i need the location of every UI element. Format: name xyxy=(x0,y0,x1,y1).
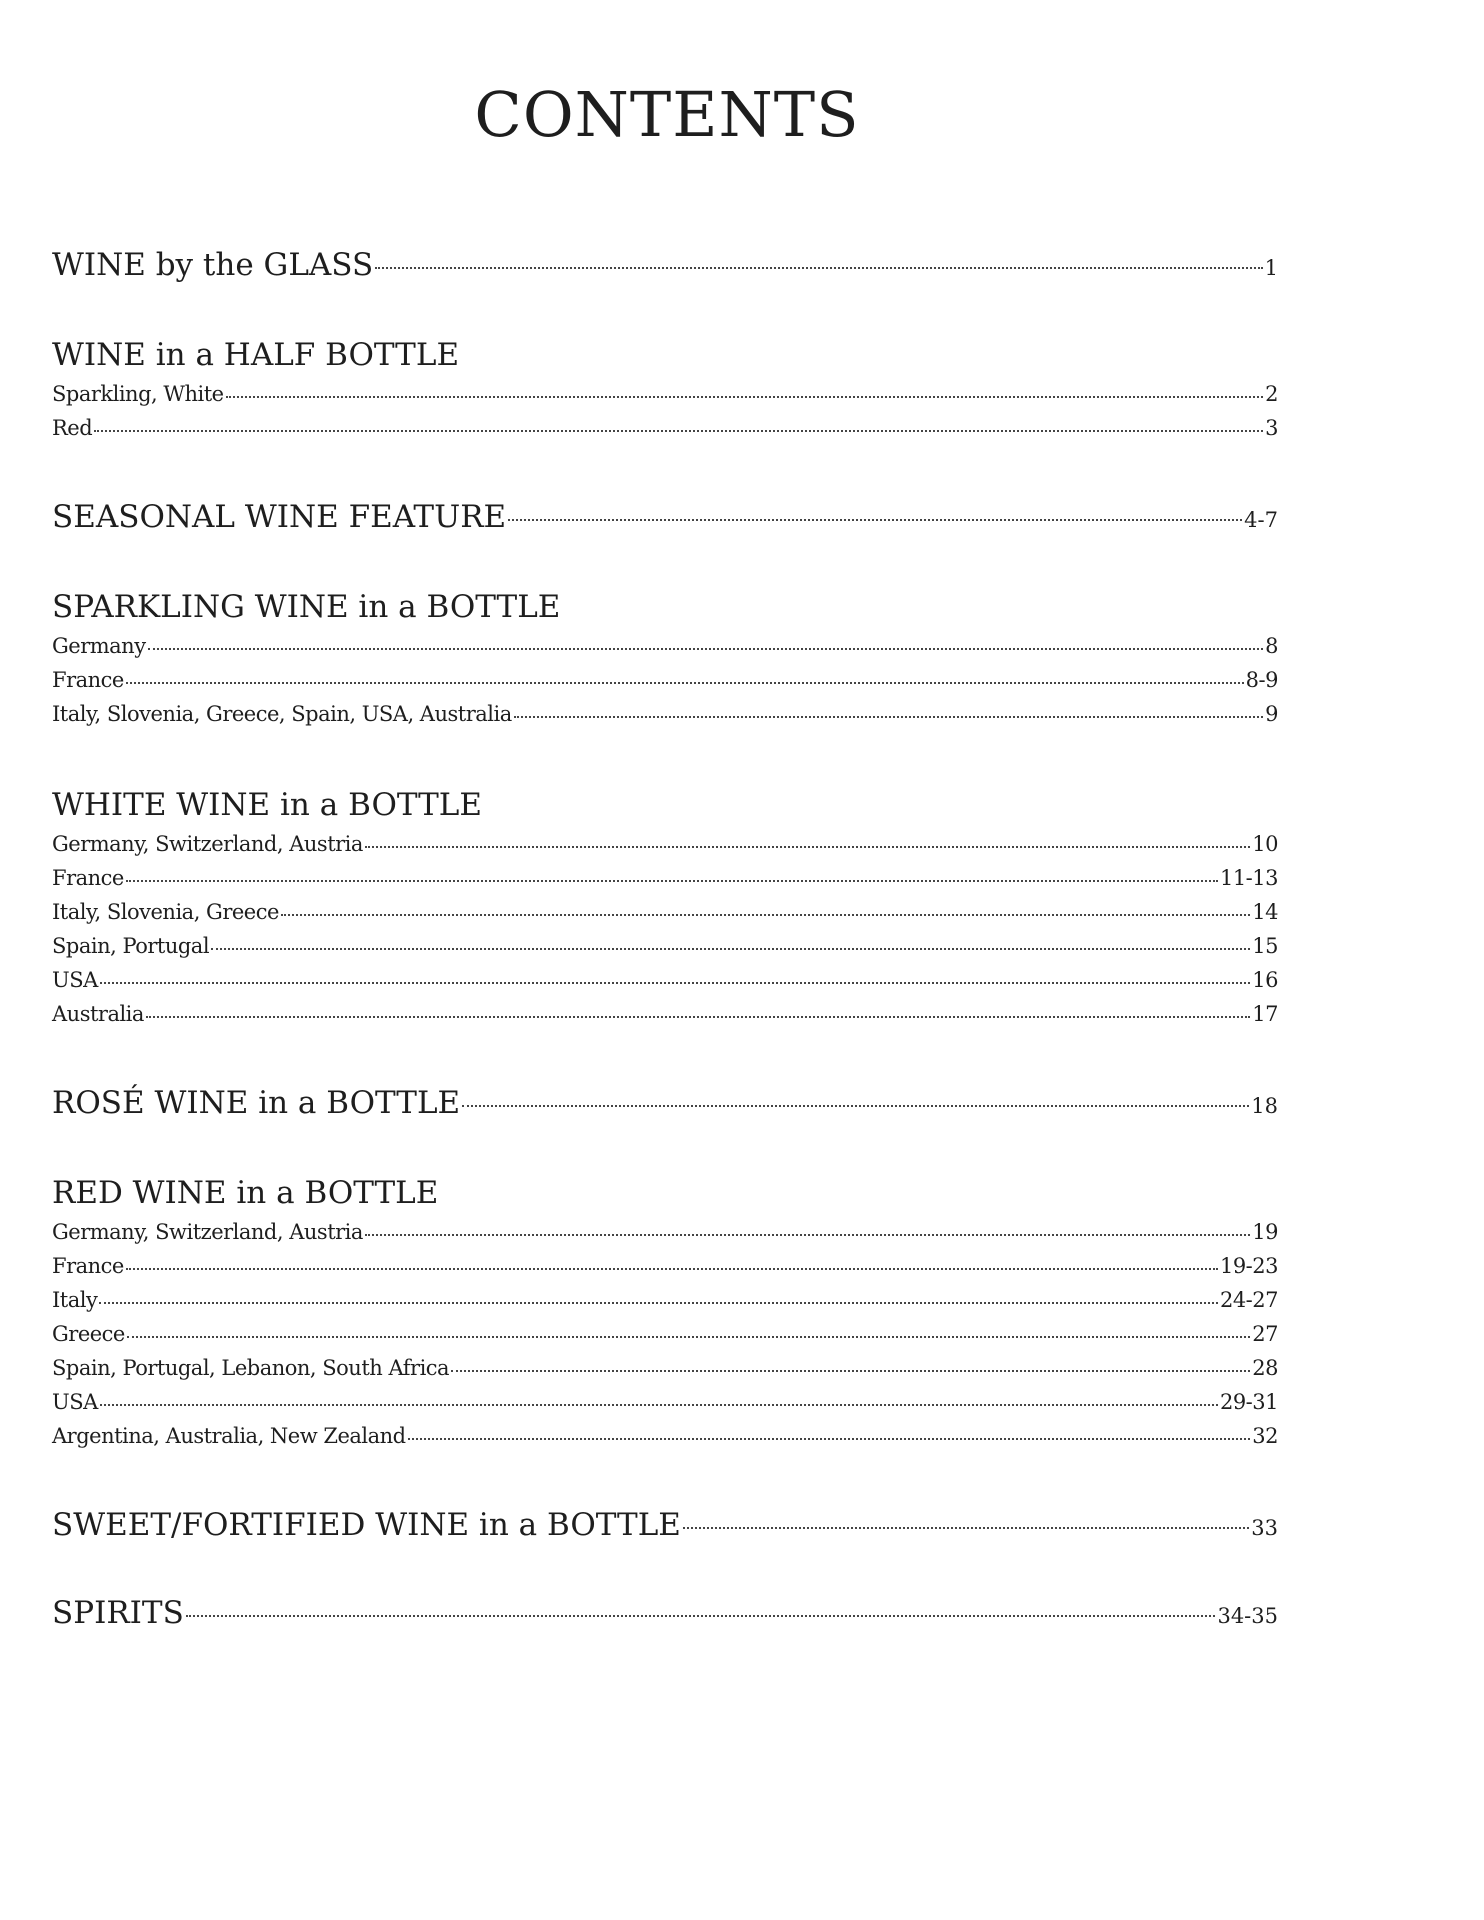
toc-entry-label: SEASONAL WINE FEATURE xyxy=(52,499,507,535)
dot-leader xyxy=(683,1527,1249,1529)
dot-leader xyxy=(211,948,1250,950)
toc-entry-page: 19-23 xyxy=(1219,1254,1278,1278)
toc-entry-label: USA xyxy=(52,1390,98,1414)
dot-leader xyxy=(126,1268,1218,1270)
toc-entry-label: WINE by the GLASS xyxy=(52,247,374,283)
dot-leader xyxy=(146,1016,1250,1018)
toc-entry-label: Greece xyxy=(52,1322,125,1346)
dot-leader xyxy=(99,1302,1218,1304)
toc-entry[interactable] xyxy=(52,997,1278,1031)
toc-entry[interactable] xyxy=(52,1385,1278,1419)
toc-entry-page: 19 xyxy=(1252,1220,1278,1244)
toc-entry[interactable] xyxy=(52,963,1278,997)
toc-entry-label: Sparkling, White xyxy=(52,382,224,406)
dot-leader xyxy=(126,880,1218,882)
dot-leader xyxy=(94,430,1263,432)
dot-leader xyxy=(148,648,1264,650)
toc-section-half-bottle xyxy=(52,333,1278,445)
toc-entry-page: 32 xyxy=(1252,1424,1278,1448)
toc-entry[interactable] xyxy=(52,411,1278,445)
table-of-contents xyxy=(52,245,1278,1633)
toc-entry-page: 24-27 xyxy=(1219,1288,1278,1312)
section-heading: RED WINE in a BOTTLE xyxy=(52,1175,439,1211)
toc-entry[interactable] xyxy=(52,861,1278,895)
toc-entry-seasonal-wine-feature[interactable] xyxy=(52,497,1278,537)
toc-entry[interactable] xyxy=(52,827,1278,861)
toc-entry[interactable] xyxy=(52,377,1278,411)
dot-leader xyxy=(508,519,1242,521)
toc-entry-page: 18 xyxy=(1251,1094,1278,1118)
dot-leader xyxy=(365,1234,1250,1236)
toc-entry-label: Italy xyxy=(52,1288,98,1312)
dot-leader xyxy=(365,846,1250,848)
toc-entry-label: Germany xyxy=(52,634,146,658)
dot-leader xyxy=(126,682,1244,684)
toc-entry[interactable] xyxy=(52,895,1278,929)
toc-entry-label: SPIRITS xyxy=(52,1595,184,1631)
toc-entry-page: 33 xyxy=(1251,1516,1278,1540)
toc-entry-page: 27 xyxy=(1252,1322,1278,1346)
section-heading: WHITE WINE in a BOTTLE xyxy=(52,787,483,823)
toc-entry-page: 2 xyxy=(1265,382,1278,406)
dot-leader xyxy=(514,716,1263,718)
page-title: CONTENTS xyxy=(474,78,860,151)
toc-entry-page: 1 xyxy=(1264,256,1278,280)
toc-entry-sweet-fortified-wine[interactable] xyxy=(52,1505,1278,1545)
toc-entry-page: 9 xyxy=(1265,702,1278,726)
dot-leader xyxy=(127,1336,1250,1338)
toc-entry-label: Argentina, Australia, New Zealand xyxy=(52,1424,406,1448)
toc-entry-page: 28 xyxy=(1252,1356,1278,1380)
toc-entry-label: Germany, Switzerland, Austria xyxy=(52,1220,363,1244)
dot-leader xyxy=(451,1370,1250,1372)
dot-leader xyxy=(100,1404,1218,1406)
toc-entry[interactable] xyxy=(52,1419,1278,1453)
dot-leader xyxy=(281,914,1250,916)
toc-entry-page: 29-31 xyxy=(1219,1390,1278,1414)
toc-entry-label: USA xyxy=(52,968,98,992)
toc-entry-label: Italy, Slovenia, Greece, Spain, USA, Australia xyxy=(52,702,512,726)
section-heading: SPARKLING WINE in a BOTTLE xyxy=(52,589,561,625)
dot-leader xyxy=(408,1438,1251,1440)
toc-entry[interactable] xyxy=(52,1317,1278,1351)
toc-section-sparkling xyxy=(52,585,1278,731)
dot-leader xyxy=(186,1615,1216,1617)
toc-entry-page: 4-7 xyxy=(1244,508,1278,532)
dot-leader xyxy=(100,982,1251,984)
toc-entry-page: 15 xyxy=(1252,934,1278,958)
toc-entry-rose-wine[interactable] xyxy=(52,1083,1278,1123)
toc-entry-label: Red xyxy=(52,416,93,440)
toc-section-red xyxy=(52,1171,1278,1453)
toc-entry-page: 3 xyxy=(1265,416,1278,440)
toc-entry-page: 8-9 xyxy=(1245,668,1278,692)
toc-entry-label: Germany, Switzerland, Austria xyxy=(52,832,363,856)
toc-entry-wine-by-the-glass[interactable] xyxy=(52,245,1278,285)
toc-entry-label: France xyxy=(52,1254,124,1278)
toc-entry-label: France xyxy=(52,668,124,692)
toc-entry[interactable] xyxy=(52,1215,1278,1249)
toc-entry-label: France xyxy=(52,866,124,890)
toc-entry-label: Spain, Portugal, Lebanon, South Africa xyxy=(52,1356,450,1380)
toc-entry-label: SWEET/FORTIFIED WINE in a BOTTLE xyxy=(52,1507,681,1543)
dot-leader xyxy=(462,1105,1249,1107)
toc-entry[interactable] xyxy=(52,663,1278,697)
section-heading: WINE in a HALF BOTTLE xyxy=(52,337,460,373)
toc-entry-label: Australia xyxy=(52,1002,144,1026)
toc-entry-page: 8 xyxy=(1265,634,1278,658)
dot-leader xyxy=(375,267,1262,269)
toc-entry[interactable] xyxy=(52,1283,1278,1317)
toc-entry[interactable] xyxy=(52,1249,1278,1283)
toc-entry-page: 34-35 xyxy=(1217,1604,1278,1628)
toc-entry-label: Spain, Portugal xyxy=(52,934,210,958)
toc-entry-page: 10 xyxy=(1252,832,1278,856)
toc-entry-label: Italy, Slovenia, Greece xyxy=(52,900,279,924)
toc-entry-page: 17 xyxy=(1252,1002,1278,1026)
toc-entry-label: ROSÉ WINE in a BOTTLE xyxy=(52,1085,461,1121)
toc-entry[interactable] xyxy=(52,1351,1278,1385)
toc-entry-page: 11-13 xyxy=(1219,866,1278,890)
toc-entry[interactable] xyxy=(52,929,1278,963)
toc-entry-page: 14 xyxy=(1252,900,1278,924)
toc-section-white xyxy=(52,783,1278,1031)
toc-entry[interactable] xyxy=(52,629,1278,663)
toc-entry[interactable] xyxy=(52,697,1278,731)
toc-entry-page: 16 xyxy=(1252,968,1278,992)
dot-leader xyxy=(226,396,1264,398)
toc-entry-spirits[interactable] xyxy=(52,1593,1278,1633)
